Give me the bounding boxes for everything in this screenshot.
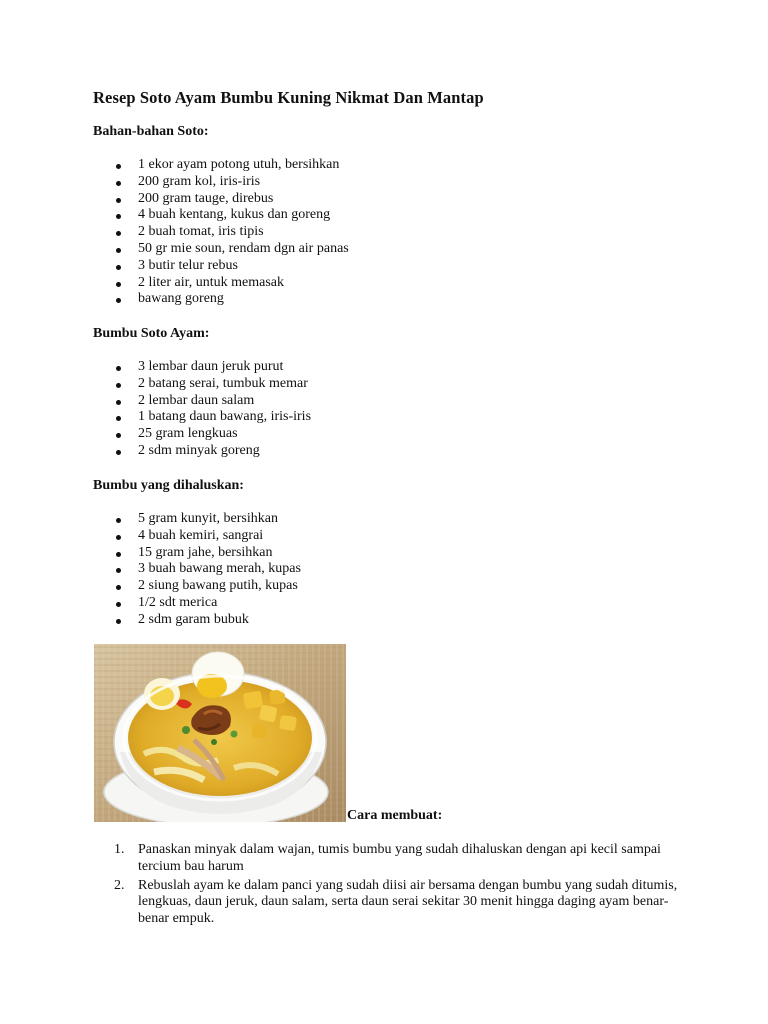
spices-list <box>138 359 311 460</box>
list-item: 2 siung bawang putih, kupas <box>138 578 301 595</box>
list-item: 3 butir telur rebus <box>138 258 349 275</box>
list-item: 3 buah bawang merah, kupas <box>138 561 301 577</box>
list-item: 3 lembar daun jeruk purut <box>138 359 311 376</box>
list-item: 2 lembar daun salam <box>138 393 311 410</box>
section-heading-dihaluskan: Bumbu yang dihaluskan: <box>93 478 244 493</box>
soto-ayam-photo <box>94 644 346 822</box>
list-item: 15 gram jahe, bersihkan <box>138 545 301 562</box>
section-heading-bahan: Bahan-bahan Soto: <box>93 124 209 139</box>
list-item: 50 gr mie soun, rendam dgn air panas <box>138 240 349 256</box>
step-number: 2. <box>114 877 125 893</box>
list-item: 200 gram tauge, direbus <box>138 191 349 208</box>
list-item: 1/2 sdt merica <box>138 595 301 612</box>
section-heading-cara-membuat: Cara membuat: <box>347 808 443 823</box>
step-text: Rebuslah ayam ke dalam panci yang sudah diisi air bersama dengan bumbu yang sudah ditumis, lengkuas, daun jeruk, daun salam, serta daun serai sekitar 30 menit hingga daging ayam benar-benar empuk. <box>138 877 678 927</box>
list-item <box>114 842 698 876</box>
list-item: 2 sdm minyak goreng <box>138 443 311 460</box>
list-item: 2 liter air, untuk memasak <box>138 275 349 292</box>
list-item: 5 gram kunyit, bersihkan <box>138 511 301 528</box>
ground-spices-list <box>138 511 301 629</box>
list-item: 25 gram lengkuas <box>138 426 311 443</box>
list-item: bawang goreng <box>138 291 349 308</box>
list-item: 2 sdm garam bubuk <box>138 612 301 629</box>
list-item: 2 batang serai, tumbuk memar <box>138 376 311 393</box>
list-item: 200 gram kol, iris-iris <box>138 174 349 191</box>
step-number: 1. <box>114 842 125 857</box>
list-item: 4 buah kemiri, sangrai <box>138 528 301 545</box>
recipe-title: Resep Soto Ayam Bumbu Kuning Nikmat Dan Mantap <box>93 88 484 107</box>
list-item: 1 ekor ayam potong utuh, bersihkan <box>138 157 349 174</box>
steps-list <box>114 842 698 928</box>
section-heading-bumbu: Bumbu Soto Ayam: <box>93 326 210 341</box>
list-item: 4 buah kentang, kukus dan goreng <box>138 207 349 224</box>
list-item <box>114 877 698 928</box>
list-item: 2 buah tomat, iris tipis <box>138 224 349 241</box>
list-item: 1 batang daun bawang, iris-iris <box>138 409 312 425</box>
ingredients-list <box>138 157 349 308</box>
step-text: Panaskan minyak dalam wajan, tumis bumbu yang sudah dihaluskan dengan api kecil sampai tercium bau harum <box>138 842 661 874</box>
